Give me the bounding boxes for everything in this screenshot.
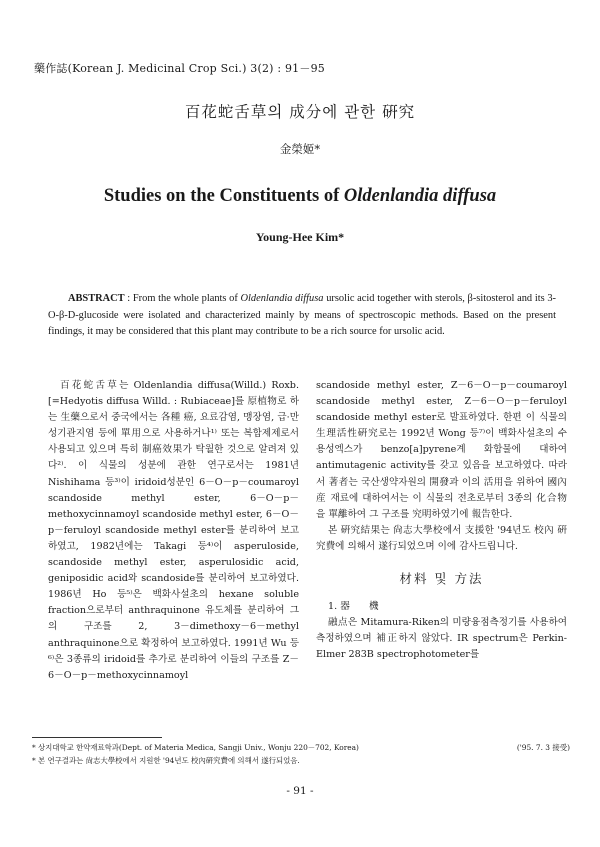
- abstract-label: ABSTRACT: [68, 293, 125, 304]
- english-title: [0, 186, 600, 207]
- footnote-funding: [32, 754, 570, 767]
- body-right-column: [316, 378, 567, 664]
- methods-paragraph: 融点은 Mitamura-Riken의 미량융점측정기를 사용하여 측정하였으며 補正하지 않았다. IR spectrum은 Perkin-Elmer 283B spectrophotometer를: [316, 617, 567, 661]
- received-date: ('95. 7. 3 接受): [516, 743, 570, 752]
- footnotes: [32, 741, 570, 767]
- english-title-prefix: Studies on the Constituents of: [103, 186, 344, 206]
- body-left-column: [48, 378, 299, 684]
- subsection-heading-instruments: 1. 器 機: [328, 601, 379, 613]
- section-heading-materials-methods: 材料 및 方法: [399, 571, 484, 587]
- footnote-divider: [32, 737, 162, 738]
- journal-header: 藥作誌(Korean J. Medicinal Crop Sci.) 3(2) : 91－95: [34, 62, 325, 75]
- acknowledgement-paragraph: 본 硏究結果는 尙志大學校에서 支援한 '94년도 校內 硏究費에 의해서 遂行되었으며 이에 감사드립니다.: [316, 524, 567, 552]
- footnote-affiliation: [32, 741, 570, 754]
- intro-continued-paragraph: scandoside methyl ester, Z－6－O－p－coumaroyl scandoside methyl ester, Z－6－O－p－feruloyl scandoside methyl ester로 발표하였다. 한편 이 식물의 生理活性硏究로는 1992년 Wong 등⁷⁾이 백화사설초의 수용성엑스가 benzo[a]pyrene계 화합물에 대하여 antimutagenic activity를 갖고 있음을 보고하였다. 따라서 著者는 국산생약자원의 開發과 이의 活用을 위하여 國內産 재료에 대하여서는 이 식물의 전초로부터 3종의 化合物을 單離하여 그 구조를 究明하였기에 報告한다.: [316, 380, 567, 520]
- abstract: [48, 291, 556, 341]
- abstract-text-1: From the whole plants of: [132, 293, 241, 304]
- english-author: Young-Hee Kim*: [255, 230, 345, 244]
- abstract-species: Oldenlandia diffusa: [240, 293, 324, 304]
- footnote-affiliation-text: * 상지대학교 한약재료학과(Dept. of Materia Medica, Sangji Univ., Wonju 220－702, Korea): [32, 743, 359, 752]
- intro-paragraph: 百花蛇舌草는 Oldenlandia diffusa(Willd.) Roxb. [=Hedyotis diffusa Willd. : Rubiaceae]를 原植物로 하는 生藥으로서 중국에서는 各種 癌, 요료감염, 맹장염, 급·만성기관지염 등에 單用으로 사용하거나¹⁾ 또는 복합제제로서 사용되고 있으며 특히 制癌效果가 탁월한 것으로 알려져 있다²⁾. 이 식물의 성분에 관한 연구로서는 1981년 Nishihama 등³⁾이 iridoid성분인 6－O－p－coumaroyl scandoside methyl ester, 6－O－p－methoxycinnamoyl scandoside methyl ester, 6－O－p－feruloyl scandoside methyl ester를 분리하여 보고하였고, 1982년에는 Takagi 등⁴⁾이 asperuloside, scandoside methyl ester, asperulosidic acid, geniposidic acid와 scandoside를 분리하여 보고하였다. 1986년 Ho 등⁵⁾은 백화사설초의 hexane soluble fraction으로부터 anthraquinone 유도체를 분리하여 그의 구조를 2, 3－dimethoxy－6－methyl anthraquinone으로 확정하여 보고하였다. 1991년 Wu 등⁶⁾은 3종류의 iridoid를 추가로 분리하여 이들의 구조를 Z－6－O－p－methoxycinnamoyl: [48, 380, 299, 681]
- footnote-funding-text: * 본 연구결과는 尙志大學校에서 지원한 '94년도 校內硏究費에 의해서 遂行되었음.: [32, 756, 300, 765]
- english-title-species: Oldenlandia diffusa: [343, 186, 497, 206]
- abstract-text-2: ursolic acid together with sterols, β-sitosterol and its 3-O-β-D-glucoside were isolated and characterized mainly by means of spectroscopic methods. Based on the present findings, it may be considered that this plant may contribute to be a rich source for ursolic acid.: [48, 293, 556, 337]
- page-number: - 91 -: [286, 785, 314, 797]
- korean-author: 金榮姬*: [279, 142, 321, 156]
- korean-title: 百花蛇舌草의 成分에 관한 硏究: [184, 103, 416, 121]
- abstract-separator: :: [124, 293, 133, 304]
